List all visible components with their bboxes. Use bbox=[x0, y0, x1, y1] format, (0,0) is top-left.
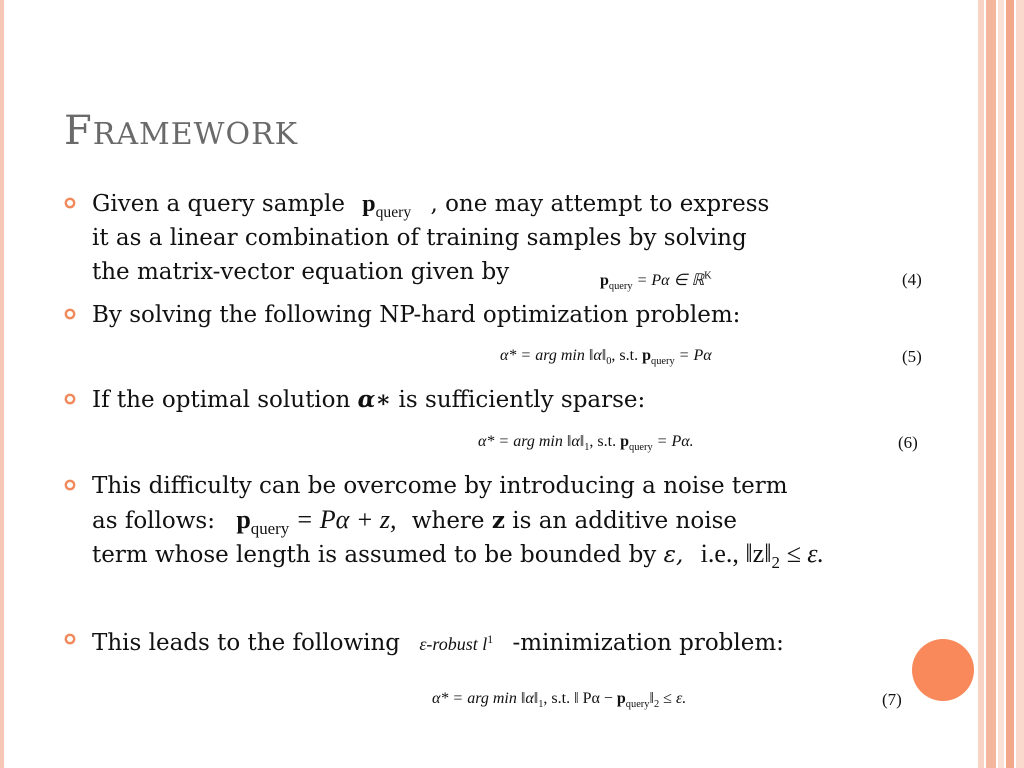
bullet-5-text: This leads to the following ε-robust $l^1$ -minimization problem: bbox=[92, 630, 784, 656]
equation-4: $p_{query} = P\alpha$ ∈ ℝ$^K$ bbox=[600, 270, 712, 293]
equation-5: α* = arg $\min ‖\alpha‖_0$, s.t. $p_{query} = P\alpha$ bbox=[500, 347, 712, 368]
bullet-4-line-1: This difficulty can be overcome by introducing a noise term bbox=[92, 473, 788, 499]
bullet-icon bbox=[64, 633, 76, 645]
equation-5-number: (5) bbox=[902, 347, 922, 366]
bullet-4-line-2: as follows: $p_{query} = P\alpha + z$, where z is an additive noise bbox=[92, 505, 737, 539]
bullet-1-line-3: the matrix-vector equation given by bbox=[92, 259, 510, 285]
equation-7-number: (7) bbox=[882, 690, 902, 709]
equation-4-number: (4) bbox=[902, 270, 922, 289]
bullet-3-text: If the optimal solution α∗ is sufficiently sparse: bbox=[92, 386, 646, 413]
decor-stripe bbox=[978, 0, 984, 768]
bullet-2-text: By solving the following NP-hard optimization problem: bbox=[92, 302, 741, 328]
left-border bbox=[0, 0, 4, 768]
bullet-icon bbox=[64, 197, 76, 209]
equation-7: α* = arg $\min ‖\alpha‖_1$, s.t. ‖ $P\alpha - p_{query}‖_2 \le \varepsilon$. bbox=[432, 690, 687, 711]
decor-stripe bbox=[986, 0, 996, 768]
bullet-4-line-3: term whose length is assumed to be bounded by ε, i.e., $‖z‖_2 \le \varepsilon$. bbox=[92, 539, 824, 573]
equation-6-number: (6) bbox=[898, 433, 918, 452]
decor-circle bbox=[912, 639, 974, 701]
decor-stripe bbox=[1006, 0, 1014, 768]
decor-stripe bbox=[998, 0, 1004, 768]
bullet-icon bbox=[64, 393, 76, 405]
bullet-1-line-1: Given a query sample $p_{query}$ , one may attempt to express bbox=[92, 191, 770, 221]
bullet-icon bbox=[64, 479, 76, 491]
decor-stripe bbox=[1016, 0, 1024, 768]
bullet-icon bbox=[64, 308, 76, 320]
slide-title: FRAMEWORK bbox=[64, 108, 299, 154]
equation-6: α* = arg $\min ‖\alpha‖_1$, s.t. $p_{query} = P\alpha$. bbox=[478, 433, 694, 454]
bullet-1-line-2: it as a linear combination of training samples by solving bbox=[92, 225, 747, 251]
